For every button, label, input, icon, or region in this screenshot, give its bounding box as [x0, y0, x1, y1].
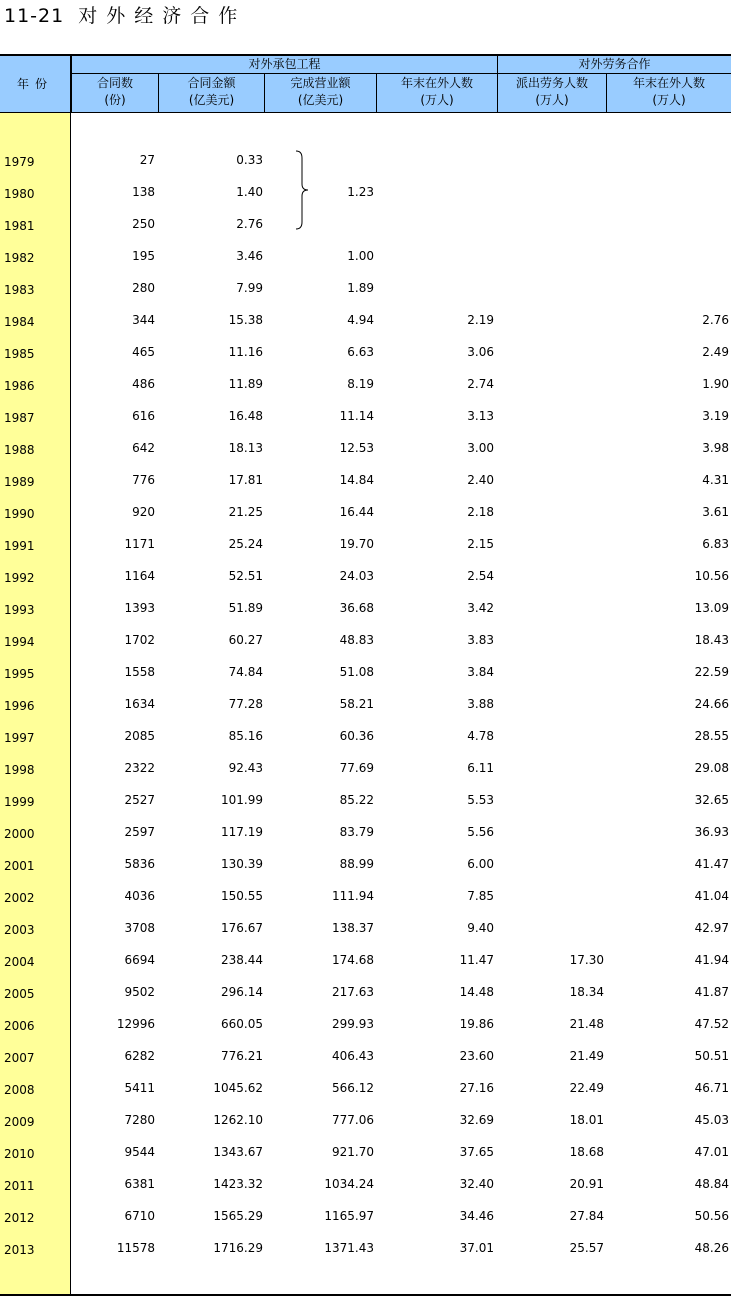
year-cell: 1999: [4, 795, 35, 809]
table-cell: 22.49: [569, 1081, 604, 1095]
table-cell: 486: [132, 377, 155, 391]
table-cell: 2.54: [467, 569, 494, 583]
table-cell: 130.39: [221, 857, 263, 871]
table-cell: 42.97: [694, 921, 729, 935]
table-cell: 1716.29: [213, 1241, 263, 1255]
table-row: [0, 816, 731, 848]
table-cell: 1393: [124, 601, 155, 615]
table-cell: 2.18: [467, 505, 494, 519]
table-cell: [504, 464, 604, 496]
table-title-text: 对外经济合作: [78, 5, 247, 27]
column-header-line1: 合同数: [96, 76, 133, 90]
table-cell: 17.30: [569, 953, 604, 967]
table-cell: 344: [132, 313, 155, 327]
table-cell: 48.84: [694, 1177, 729, 1191]
table-cell: 9502: [124, 985, 155, 999]
column-header-unit: (亿美元): [297, 93, 344, 107]
table-cell: 6381: [124, 1177, 155, 1191]
table-cell: [269, 208, 374, 240]
table-cell: 6.11: [467, 761, 494, 775]
bottom-rule: [0, 1294, 731, 1296]
column-header-unit: (份): [104, 93, 126, 107]
year-cell: 1983: [4, 283, 35, 297]
table-cell: 8.19: [347, 377, 374, 391]
table-cell: 117.19: [221, 825, 263, 839]
table-cell: 16.44: [339, 505, 374, 519]
table-cell: 6.00: [467, 857, 494, 871]
table-cell: 1.23: [347, 185, 374, 199]
table-cell: 1343.67: [213, 1145, 263, 1159]
table-cell: 16.48: [228, 409, 263, 423]
table-cell: 3.83: [467, 633, 494, 647]
table-cell: 1634: [124, 697, 155, 711]
table-cell: [379, 144, 494, 176]
year-cell: 2007: [4, 1051, 35, 1065]
table-cell: [504, 880, 604, 912]
year-cell: 2003: [4, 923, 35, 937]
table-cell: 217.63: [332, 985, 374, 999]
year-cell: 2010: [4, 1147, 35, 1161]
table-cell: 465: [132, 345, 155, 359]
table-cell: 32.69: [459, 1113, 494, 1127]
table-cell: [504, 144, 604, 176]
column-header-unit: (亿美元): [188, 93, 235, 107]
table-cell: 6.83: [702, 537, 729, 551]
year-cell: 2001: [4, 859, 35, 873]
table-cell: 27.84: [569, 1209, 604, 1223]
table-cell: 47.01: [694, 1145, 729, 1159]
table-cell: 2322: [124, 761, 155, 775]
table-row: [0, 752, 731, 784]
table-cell: [504, 176, 604, 208]
table-cell: 6.63: [347, 345, 374, 359]
table-cell: 0.33: [236, 153, 263, 167]
table-cell: [379, 272, 494, 304]
year-cell: 1993: [4, 603, 35, 617]
table-cell: 1262.10: [213, 1113, 263, 1127]
table-cell: 74.84: [228, 665, 263, 679]
table-cell: [504, 304, 604, 336]
table-row: [0, 1008, 731, 1040]
table-row: [0, 912, 731, 944]
table-cell: 1.00: [347, 249, 374, 263]
column-header-unit: (万人): [535, 93, 569, 107]
table-cell: [504, 816, 604, 848]
table-cell: 5.53: [467, 793, 494, 807]
table-cell: [504, 272, 604, 304]
table-cell: 60.27: [228, 633, 263, 647]
table-cell: 3.88: [467, 697, 494, 711]
column-header-line1: 年末在外人数: [632, 76, 705, 90]
table-cell: 32.65: [694, 793, 729, 807]
table-row: [0, 1168, 731, 1200]
table-cell: 15.38: [228, 313, 263, 327]
table-cell: 920: [132, 505, 155, 519]
year-cell: 1981: [4, 219, 35, 233]
table-cell: 1565.29: [213, 1209, 263, 1223]
table-cell: 21.48: [569, 1017, 604, 1031]
table-cell: 7.99: [236, 281, 263, 295]
table-cell: 50.56: [694, 1209, 729, 1223]
table-cell: [611, 272, 729, 304]
table-row: [0, 144, 731, 176]
table-cell: 25.57: [569, 1241, 604, 1255]
table-row: [0, 784, 731, 816]
table-row: [0, 496, 731, 528]
table-cell: [611, 176, 729, 208]
table-cell: 52.51: [228, 569, 263, 583]
group-header-labor-cooperation: 对外劳务合作: [498, 56, 731, 73]
table-cell: 150.55: [221, 889, 263, 903]
table-cell: 6694: [124, 953, 155, 967]
table-cell: [504, 240, 604, 272]
table-cell: 3708: [124, 921, 155, 935]
table-cell: 21.25: [228, 505, 263, 519]
table-row: [0, 1200, 731, 1232]
table-cell: 77.69: [339, 761, 374, 775]
table-cell: 77.28: [228, 697, 263, 711]
table-cell: [611, 208, 729, 240]
table-cell: 4.31: [702, 473, 729, 487]
table-cell: 24.66: [694, 697, 729, 711]
table-cell: 238.44: [221, 953, 263, 967]
table-cell: 18.01: [569, 1113, 604, 1127]
table-row: [0, 848, 731, 880]
table-cell: 83.79: [339, 825, 374, 839]
year-cell: 1985: [4, 347, 35, 361]
table-cell: 32.40: [459, 1177, 494, 1191]
table-cell: 2.40: [467, 473, 494, 487]
table-cell: [504, 208, 604, 240]
table-cell: 2.76: [236, 217, 263, 231]
table-cell: 777.06: [332, 1113, 374, 1127]
table-cell: [611, 144, 729, 176]
table-cell: 24.03: [339, 569, 374, 583]
table-cell: 3.19: [702, 409, 729, 423]
table-cell: 6282: [124, 1049, 155, 1063]
table-row: [0, 1232, 731, 1264]
table-cell: 47.52: [694, 1017, 729, 1031]
table-cell: 2.19: [467, 313, 494, 327]
table-row: [0, 1072, 731, 1104]
year-header: 年份: [0, 56, 71, 113]
table-cell: 3.46: [236, 249, 263, 263]
table-cell: 14.48: [459, 985, 494, 999]
year-cell: 2006: [4, 1019, 35, 1033]
table-cell: 406.43: [332, 1049, 374, 1063]
table-cell: [504, 400, 604, 432]
table-cell: [504, 624, 604, 656]
table-cell: 7.85: [467, 889, 494, 903]
table-cell: 58.21: [339, 697, 374, 711]
table-cell: 34.46: [459, 1209, 494, 1223]
table-cell: [379, 240, 494, 272]
table-cell: 27: [139, 153, 155, 167]
group-header-contract-projects: 对外承包工程: [72, 56, 497, 73]
year-cell: 1988: [4, 443, 35, 457]
year-cell: 2004: [4, 955, 35, 969]
table-cell: 11.14: [339, 409, 374, 423]
table-cell: 4036: [124, 889, 155, 903]
table-cell: 20.91: [569, 1177, 604, 1191]
table-cell: [504, 368, 604, 400]
table-row: [0, 944, 731, 976]
table-cell: 3.61: [702, 505, 729, 519]
table-cell: 5411: [124, 1081, 155, 1095]
table-cell: 3.98: [702, 441, 729, 455]
table-cell: 48.83: [339, 633, 374, 647]
table-cell: [379, 176, 494, 208]
year-cell: 1994: [4, 635, 35, 649]
table-cell: 85.16: [228, 729, 263, 743]
table-cell: [611, 240, 729, 272]
table-cell: [504, 592, 604, 624]
table-cell: [504, 432, 604, 464]
table-cell: 921.70: [332, 1145, 374, 1159]
table-cell: [504, 496, 604, 528]
year-cell: 1997: [4, 731, 35, 745]
table-row: [0, 1104, 731, 1136]
table-cell: 19.86: [459, 1017, 494, 1031]
table-cell: 1.90: [702, 377, 729, 391]
table-cell: [379, 208, 494, 240]
year-cell: 1998: [4, 763, 35, 777]
table-cell: 1702: [124, 633, 155, 647]
table-cell: 642: [132, 441, 155, 455]
year-cell: 1991: [4, 539, 35, 553]
table-cell: 138: [132, 185, 155, 199]
table-cell: 37.65: [459, 1145, 494, 1159]
table-row: [0, 400, 731, 432]
year-cell: 1984: [4, 315, 35, 329]
year-cell: 1982: [4, 251, 35, 265]
table-cell: 660.05: [221, 1017, 263, 1031]
table-cell: 51.89: [228, 601, 263, 615]
table-cell: 2597: [124, 825, 155, 839]
table-cell: 776: [132, 473, 155, 487]
table-cell: 29.08: [694, 761, 729, 775]
table-cell: [504, 752, 604, 784]
column-header-line1: 完成营业额: [290, 76, 351, 90]
year-cell: 2009: [4, 1115, 35, 1129]
table-cell: 12.53: [339, 441, 374, 455]
table-cell: 27.16: [459, 1081, 494, 1095]
table-cell: 41.94: [694, 953, 729, 967]
table-cell: 22.59: [694, 665, 729, 679]
table-cell: 41.87: [694, 985, 729, 999]
year-cell: 1980: [4, 187, 35, 201]
table-cell: 10.56: [694, 569, 729, 583]
year-cell: 2002: [4, 891, 35, 905]
table-cell: [504, 528, 604, 560]
table-row: [0, 208, 731, 240]
table-row: [0, 880, 731, 912]
table-cell: 11.47: [459, 953, 494, 967]
table-cell: 36.93: [694, 825, 729, 839]
table-cell: 174.68: [332, 953, 374, 967]
year-cell: 1996: [4, 699, 35, 713]
table-cell: 85.22: [339, 793, 374, 807]
table-cell: [504, 784, 604, 816]
table-cell: [504, 688, 604, 720]
column-header-unit: (万人): [420, 93, 454, 107]
table-cell: 1045.62: [213, 1081, 263, 1095]
table-cell: 41.04: [694, 889, 729, 903]
table-cell: 28.55: [694, 729, 729, 743]
column-header-line1: 合同金额: [187, 76, 236, 90]
table-cell: 296.14: [221, 985, 263, 999]
column-header-line1: 派出劳务人数: [515, 76, 588, 90]
table-cell: 1371.43: [324, 1241, 374, 1255]
table-row: [0, 240, 731, 272]
table-cell: 6710: [124, 1209, 155, 1223]
table-cell: 36.68: [339, 601, 374, 615]
table-number: 11-21: [4, 5, 65, 27]
table-cell: 176.67: [221, 921, 263, 935]
table-cell: 46.71: [694, 1081, 729, 1095]
table-cell: 2085: [124, 729, 155, 743]
table-cell: 60.36: [339, 729, 374, 743]
table-cell: [504, 560, 604, 592]
table-cell: 48.26: [694, 1241, 729, 1255]
table-cell: 2.76: [702, 313, 729, 327]
table-cell: 776.21: [221, 1049, 263, 1063]
table-cell: 9.40: [467, 921, 494, 935]
year-cell: 1987: [4, 411, 35, 425]
table-cell: 3.13: [467, 409, 494, 423]
table-cell: 1.89: [347, 281, 374, 295]
year-cell: 2008: [4, 1083, 35, 1097]
table-cell: 14.84: [339, 473, 374, 487]
table-cell: 1423.32: [213, 1177, 263, 1191]
table-cell: 17.81: [228, 473, 263, 487]
table-cell: 18.43: [694, 633, 729, 647]
column-header-unit: (万人): [652, 93, 686, 107]
table-cell: [504, 720, 604, 752]
year-cell: 1992: [4, 571, 35, 585]
table-cell: 1165.97: [324, 1209, 374, 1223]
table-cell: 138.37: [332, 921, 374, 935]
table-cell: 37.01: [459, 1241, 494, 1255]
table-row: [0, 304, 731, 336]
table-cell: 2.15: [467, 537, 494, 551]
table-row: [0, 656, 731, 688]
year-cell: 2012: [4, 1211, 35, 1225]
table-cell: 88.99: [339, 857, 374, 871]
table-cell: 5.56: [467, 825, 494, 839]
table-cell: 101.99: [221, 793, 263, 807]
table-cell: 111.94: [332, 889, 374, 903]
table-cell: 3.06: [467, 345, 494, 359]
table-row: [0, 624, 731, 656]
year-cell: 1990: [4, 507, 35, 521]
table-cell: [504, 848, 604, 880]
table-cell: 1171: [124, 537, 155, 551]
table-row: [0, 688, 731, 720]
table-cell: 50.51: [694, 1049, 729, 1063]
table-cell: 12996: [116, 1017, 155, 1031]
table-cell: 5836: [124, 857, 155, 871]
table-cell: 2527: [124, 793, 155, 807]
table-cell: 566.12: [332, 1081, 374, 1095]
table-cell: 51.08: [339, 665, 374, 679]
year-cell: 2011: [4, 1179, 35, 1193]
table-row: [0, 336, 731, 368]
year-cell: 2013: [4, 1243, 35, 1257]
table-row: [0, 560, 731, 592]
table-cell: 1558: [124, 665, 155, 679]
table-cell: 280: [132, 281, 155, 295]
table-cell: 11578: [116, 1241, 155, 1255]
table-cell: 3.00: [467, 441, 494, 455]
table-cell: 2.49: [702, 345, 729, 359]
table-cell: 9544: [124, 1145, 155, 1159]
table-cell: [504, 912, 604, 944]
table-cell: 3.84: [467, 665, 494, 679]
table-cell: 18.34: [569, 985, 604, 999]
table-row: [0, 1040, 731, 1072]
table-cell: [504, 656, 604, 688]
year-cell: 1986: [4, 379, 35, 393]
table-cell: 4.94: [347, 313, 374, 327]
table-cell: 250: [132, 217, 155, 231]
table-cell: 13.09: [694, 601, 729, 615]
table-row: [0, 464, 731, 496]
table-cell: 7280: [124, 1113, 155, 1127]
table-cell: 18.68: [569, 1145, 604, 1159]
year-cell: 2000: [4, 827, 35, 841]
table-cell: 299.93: [332, 1017, 374, 1031]
table-cell: 1164: [124, 569, 155, 583]
table-row: [0, 1136, 731, 1168]
table-row: [0, 592, 731, 624]
table-cell: 41.47: [694, 857, 729, 871]
table-row: [0, 272, 731, 304]
table-cell: 23.60: [459, 1049, 494, 1063]
table-cell: 21.49: [569, 1049, 604, 1063]
table-cell: 1.40: [236, 185, 263, 199]
table-cell: 616: [132, 409, 155, 423]
table-cell: [504, 336, 604, 368]
table-cell: 11.89: [228, 377, 263, 391]
year-cell: 1995: [4, 667, 35, 681]
table-cell: 19.70: [339, 537, 374, 551]
table-cell: 18.13: [228, 441, 263, 455]
table-row: [0, 720, 731, 752]
table-row: [0, 976, 731, 1008]
table-row: [0, 368, 731, 400]
table-row: [0, 176, 731, 208]
table-cell: 11.16: [228, 345, 263, 359]
table-cell: 195: [132, 249, 155, 263]
year-cell: 2005: [4, 987, 35, 1001]
table-cell: 45.03: [694, 1113, 729, 1127]
table-cell: [269, 144, 374, 176]
year-cell: 1979: [4, 155, 35, 169]
table-cell: 4.78: [467, 729, 494, 743]
table-cell: 25.24: [228, 537, 263, 551]
table-cell: 1034.24: [324, 1177, 374, 1191]
table-cell: 92.43: [228, 761, 263, 775]
table-cell: 2.74: [467, 377, 494, 391]
column-header-line1: 年末在外人数: [400, 76, 473, 90]
table-row: [0, 432, 731, 464]
table-cell: 3.42: [467, 601, 494, 615]
year-cell: 1989: [4, 475, 35, 489]
table-row: [0, 528, 731, 560]
